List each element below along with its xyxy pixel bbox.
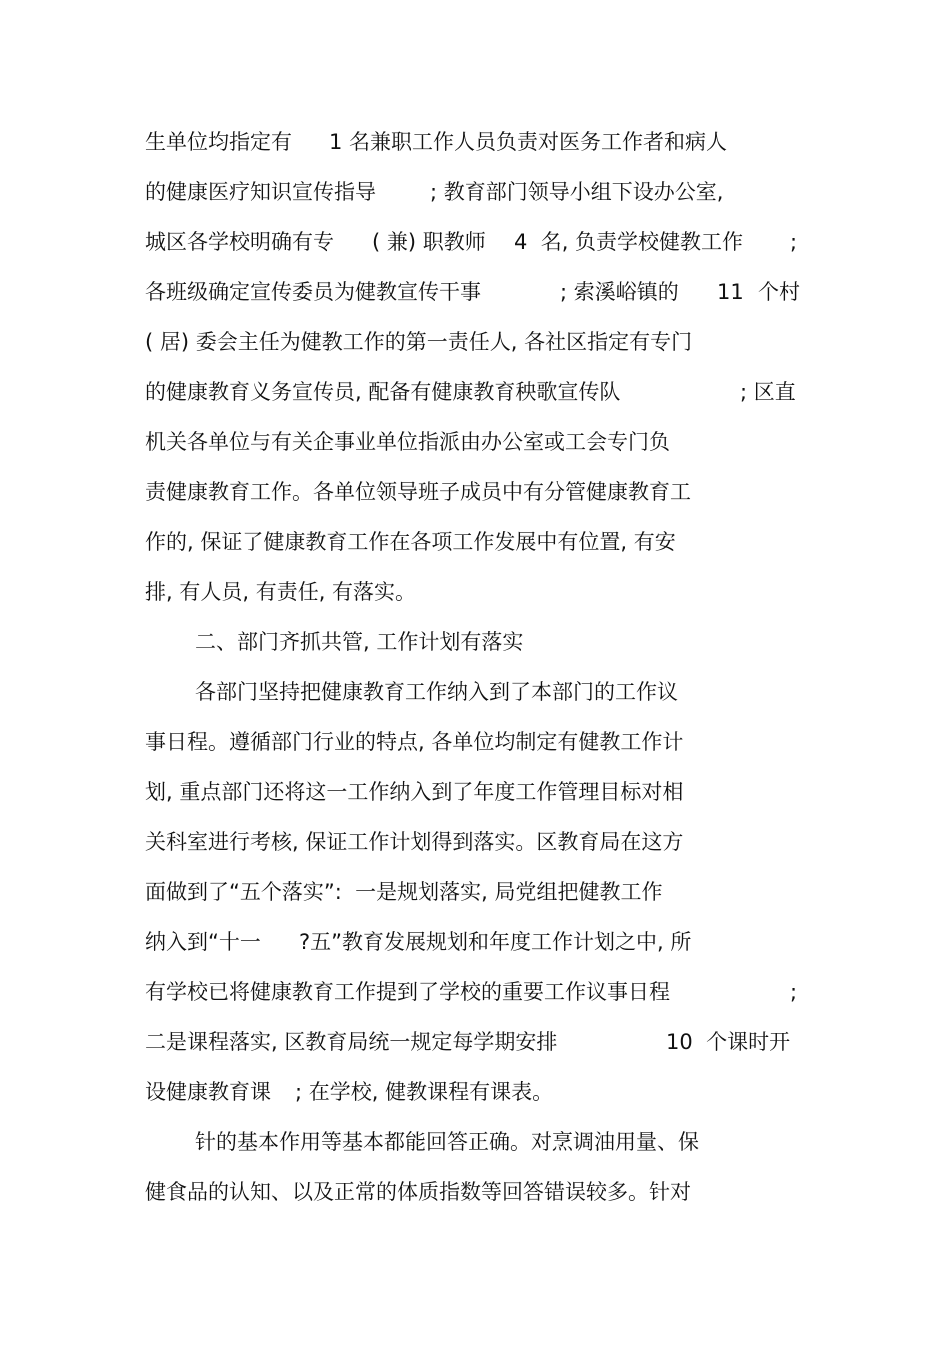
text-line [0, 472, 950, 512]
text-segment: 面做到了“五个落实”: 一是规划落实, 局党组把健教工作 [145, 880, 663, 904]
text-segment: 个村 [758, 280, 800, 304]
text-line [0, 1172, 950, 1212]
text-segment: 责健康教育工作。各单位领导班子成员中有分管健康教育工 [145, 480, 691, 504]
text-segment: 10 个课时开 [666, 1030, 791, 1054]
text-segment: 事日程。遵循部门行业的特点, 各单位均制定有健教工作计 [145, 730, 684, 754]
text-line [0, 122, 950, 162]
text-segment: 各班级确定宣传委员为健教宣传干事 [145, 280, 481, 304]
text-line [0, 572, 950, 612]
text-segment: ; 区直 [740, 380, 796, 404]
text-segment: 排, 有人员, 有责任, 有落实。 [145, 580, 417, 604]
text-segment: 生单位均指定有 [145, 130, 292, 154]
text-segment: 关科室进行考核, 保证工作计划得到落实。区教育局在这方 [145, 830, 684, 854]
text-line [0, 422, 950, 462]
text-line [0, 872, 950, 912]
text-segment: 二是课程落实, 区教育局统一规定每学期安排 [145, 1030, 558, 1054]
text-line [0, 322, 950, 362]
text-segment: 纳入到“十一 [145, 930, 261, 954]
section-heading [0, 622, 950, 662]
text-line [0, 272, 950, 312]
text-segment: 的健康医疗知识宣传指导 [145, 180, 376, 204]
text-line [0, 1072, 950, 1112]
text-segment: ; [790, 980, 798, 1004]
text-segment: 作的, 保证了健康教育工作在各项工作发展中有位置, 有安 [145, 530, 676, 554]
text-segment: 二、部门齐抓共管, 工作计划有落实 [195, 630, 524, 654]
text-segment: 4 名, 负责学校健教工作 [514, 230, 744, 254]
text-line [0, 372, 950, 412]
text-segment: 有学校已将健康教育工作提到了学校的重要工作议事日程 [145, 980, 670, 1004]
text-segment: 各部门坚持把健康教育工作纳入到了本部门的工作议 [195, 680, 678, 704]
text-line [0, 522, 950, 562]
text-segment: ; 在学校, 健教课程有课表。 [295, 1080, 554, 1104]
text-line [0, 1122, 950, 1162]
text-line [0, 822, 950, 862]
text-line [0, 922, 950, 962]
text-segment: 1 名兼职工作人员负责对医务工作者和病人 [329, 130, 728, 154]
text-segment: ?五”教育发展规划和年度工作计划之中, 所 [299, 930, 692, 954]
text-segment: ; 索溪峪镇的 [560, 280, 679, 304]
text-segment: ( 兼) 职教师 [372, 230, 486, 254]
text-segment: 划, 重点部门还将这一工作纳入到了年度工作管理目标对相 [145, 780, 684, 804]
text-segment: 城区各学校明确有专 [145, 230, 334, 254]
text-segment: 针的基本作用等基本都能回答正确。对烹调油用量、保 [195, 1130, 699, 1154]
text-line [0, 172, 950, 212]
text-line [0, 1022, 950, 1062]
text-segment: ; 教育部门领导小组下设办公室, [430, 180, 724, 204]
text-segment: 的健康教育义务宣传员, 配备有健康教育秧歌宣传队 [145, 380, 621, 404]
text-segment: ( 居) 委会主任为健教工作的第一责任人, 各社区指定有专门 [145, 330, 693, 354]
text-segment: 设健康教育课 [145, 1080, 271, 1104]
text-segment: 机关各单位与有关企事业单位指派由办公室或工会专门负 [145, 430, 670, 454]
text-line [0, 772, 950, 812]
text-line [0, 672, 950, 712]
text-segment: ; [790, 230, 798, 254]
text-segment: 健食品的认知、以及正常的体质指数等回答错误较多。针对 [145, 1180, 691, 1204]
text-segment: 11 [717, 280, 744, 304]
text-line [0, 222, 950, 262]
text-line [0, 722, 950, 762]
text-line [0, 972, 950, 1012]
